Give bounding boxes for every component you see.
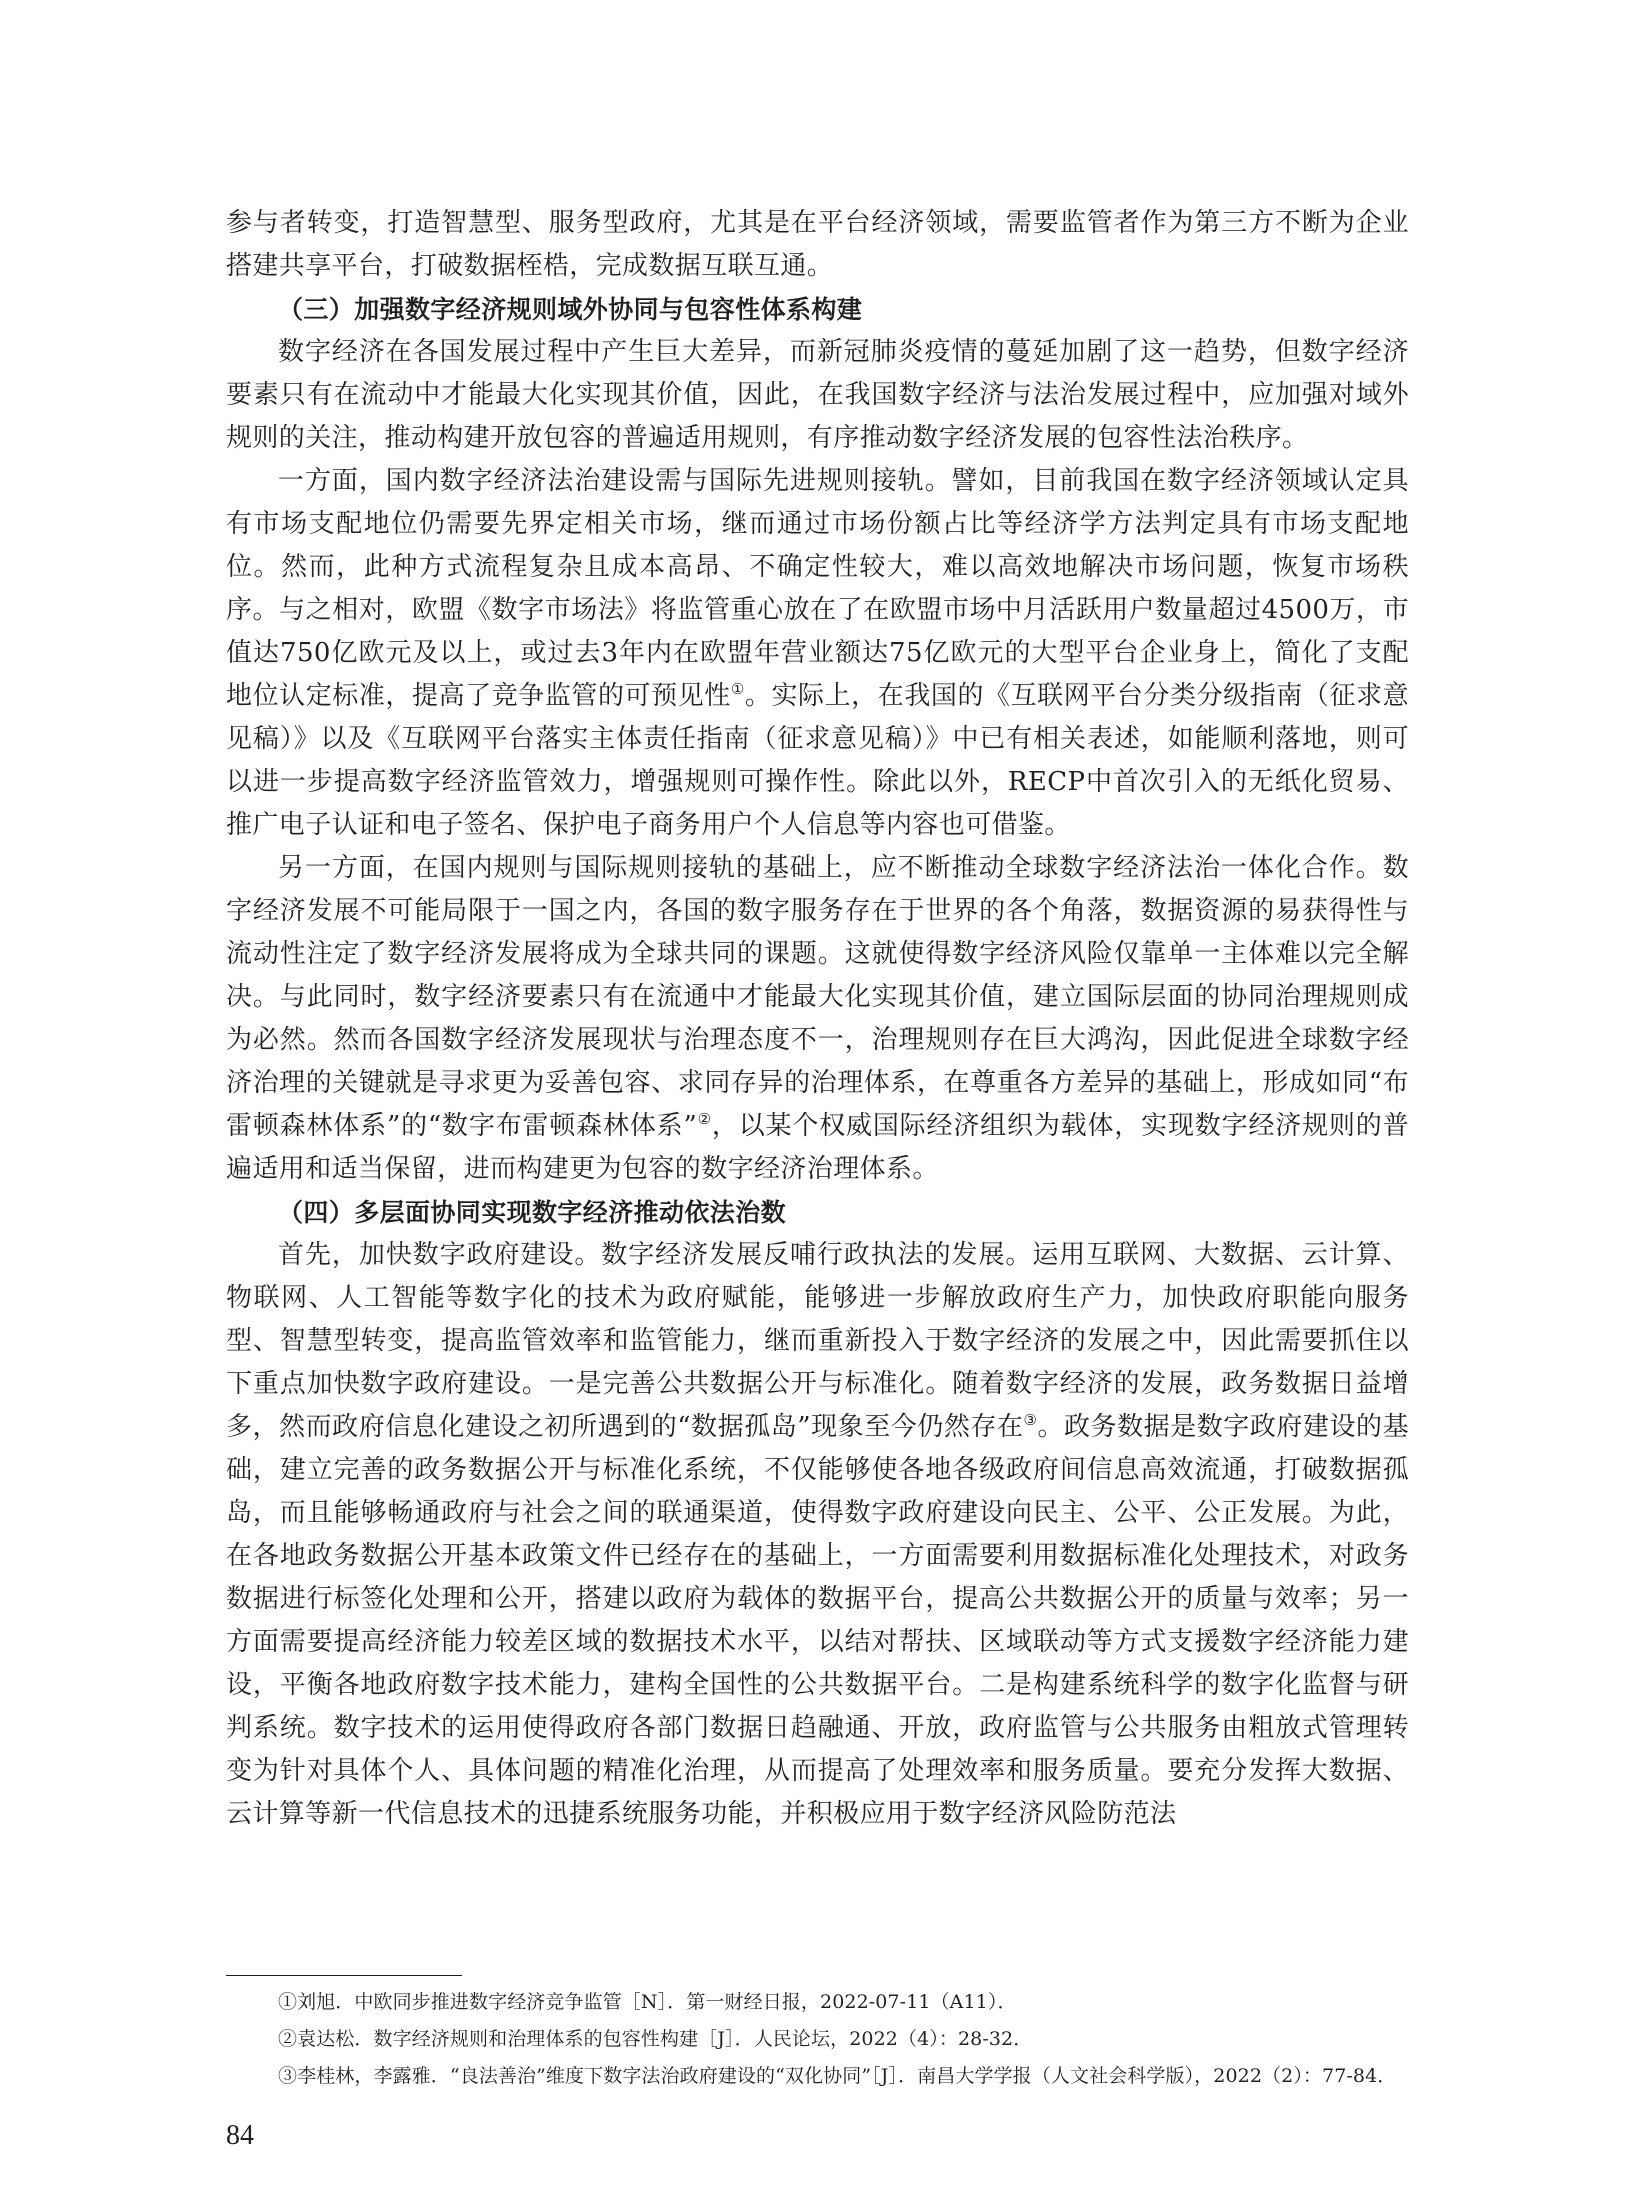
footnotes: [278, 1984, 1408, 2095]
paragraph-4-1: [226, 1234, 1409, 1836]
main-body: [226, 202, 1409, 1836]
page-number: 84: [226, 2120, 254, 2151]
paragraph-3-1: 数字经济在各国发展过程中产生巨大差异，而新冠肺炎疫情的蔓延加剧了这一趋势，但数字经济要素只有在流动中才能最大化实现其价值，因此，在我国数字经济与法治发展过程中，应加强对域外规则的关注，推动构建开放包容的普遍适用规则，有序推动数字经济发展的包容性法治秩序。: [226, 337, 1409, 453]
section-heading-3: （三）加强数字经济规则域外协同与包容性体系构建: [278, 295, 863, 324]
footnote-marker-3: ③: [1023, 1411, 1038, 1429]
paragraph-4-1-text-a: 首先，加快数字政府建设。数字经济发展反哺行政执法的发展。运用互联网、大数据、云计算、物联网、人工智能等数字化的技术为政府赋能，能够进一步解放政府生产力，加快政府职能向服务型、智慧型转变，提高监管效率和监管能力，继而重新投入于数字经济的发展之中，因此需要抓住以下重点加快数字政府建设。一是完善公共数据公开与标准化。随着数字经济的发展，政务数据日益增多，然而政府信息化建设之初所遇到的“数据孤岛”现象至今仍然存在: [226, 1240, 1409, 1442]
paragraph-3-3-text-b: ，以某个权威国际经济组织为载体，实现数字经济规则的普遍适用和适当保留，进而构建更为包容的数字经济治理体系。: [226, 1111, 1409, 1184]
footnote-3: ③李桂林，李露雅．“良法善治”维度下数字法治政府建设的“双化协同”［J］．南昌大学学报（人文社会科学版），2022（2）：77-84．: [278, 2065, 1397, 2087]
footnote-marker-2: ②: [697, 1110, 712, 1128]
footnote-separator: [226, 1975, 462, 1976]
footnote-2: ②袁达松．数字经济规则和治理体系的包容性构建［J］．人民论坛，2022（4）：28-32．: [278, 2028, 1033, 2050]
paragraph-3-3-text-a: 另一方面，在国内规则与国际规则接轨的基础上，应不断推动全球数字经济法治一体化合作。数字经济发展不可能局限于一国之内，各国的数字服务存在于世界的各个角落，数据资源的易获得性与流动性注定了数字经济发展将成为全球共同的课题。这就使得数字经济风险仅靠单一主体难以完全解决。与此同时，数字经济要素只有在流通中才能最大化实现其价值，建立国际层面的协同治理规则成为必然。然而各国数字经济发展现状与治理态度不一，治理规则存在巨大鸿沟，因此促进全球数字经济治理的关键就是寻求更为妥善包容、求同存异的治理体系，在尊重各方差异的基础上，形成如同“布雷顿森林体系”的“数字布雷顿森林体系”: [226, 853, 1409, 1141]
section-heading-4: （四）多层面协同实现数字经济推动依法治数: [278, 1198, 787, 1227]
footnote-marker-1: ①: [730, 680, 745, 698]
paragraph-3-2: [226, 460, 1409, 847]
paragraph-3-2-text-a: 一方面，国内数字经济法治建设需与国际先进规则接轨。譬如，目前我国在数字经济领域认定具有市场支配地位仍需要先界定相关市场，继而通过市场份额占比等经济学方法判定具有市场支配地位。然而，此种方式流程复杂且成本高昂、不确定性较大，难以高效地解决市场问题，恢复市场秩序。与之相对，欧盟《数字市场法》将监管重心放在了在欧盟市场中月活跃用户数量超过4500万，市值达750亿欧元及以上，或过去3年内在欧盟年营业额达75亿欧元的大型平台企业身上，简化了支配地位认定标准，提高了竞争监管的可预见性: [226, 466, 1409, 711]
paragraph-3-3: [226, 847, 1409, 1191]
footnote-1: ①刘旭．中欧同步推进数字经济竞争监管［N］．第一财经日报，2022-07-11（A11）．: [278, 1991, 1017, 2013]
paragraph-3-2-text-b: 。实际上，在我国的《互联网平台分类分级指南（征求意见稿）》以及《互联网平台落实主体责任指南（征求意见稿）》中已有相关表述，如能顺利落地，则可以进一步提高数字经济监管效力，增强规则可操作性。除此以外，RECP中首次引入的无纸化贸易、推广电子认证和电子签名、保护电子商务用户个人信息等内容也可借鉴。: [226, 681, 1409, 840]
paragraph-intro: 参与者转变，打造智慧型、服务型政府，尤其是在平台经济领域，需要监管者作为第三方不断为企业搭建共享平台，打破数据桎梏，完成数据互联互通。: [226, 208, 1409, 281]
paragraph-4-1-text-b: 。政务数据是数字政府建设的基础，建立完善的政务数据公开与标准化系统，不仅能够使各地各级政府间信息高效流通，打破数据孤岛，而且能够畅通政府与社会之间的联通渠道，使得数字政府建设向民主、公平、公正发展。为此，在各地政务数据公开基本政策文件已经存在的基础上，一方面需要利用数据标准化处理技术，对政务数据进行标签化处理和公开，搭建以政府为载体的数据平台，提高公共数据公开的质量与效率；另一方面需要提高经济能力较差区域的数据技术水平，以结对帮扶、区域联动等方式支援数字经济能力建设，平衡各地政府数字技术能力，建构全国性的公共数据平台。二是构建系统科学的数字化监督与研判系统。数字技术的运用使得政府各部门数据日趋融通、开放，政府监管与公共服务由粗放式管理转变为针对具体个人、具体问题的精准化治理，从而提高了处理效率和服务质量。要充分发挥大数据、云计算等新一代信息技术的迅捷系统服务功能，并积极应用于数字经济风险防范法: [226, 1412, 1409, 1829]
